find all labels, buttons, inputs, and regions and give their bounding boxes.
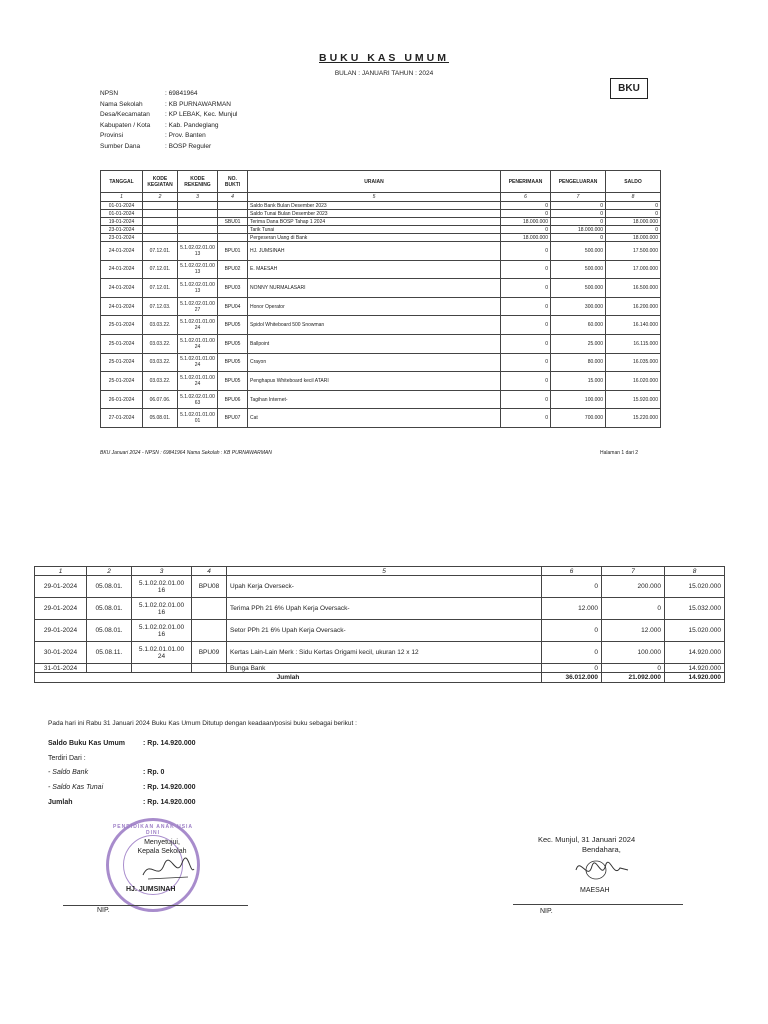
cell-bukti: BPU01 xyxy=(218,242,248,261)
cell-saldo: 15.220.000 xyxy=(606,409,661,428)
cell-penerimaan: 0 xyxy=(501,297,551,316)
cell-kegiatan: 07.12.01. xyxy=(143,279,178,298)
cell-saldo: 16.140.000 xyxy=(606,316,661,335)
cell-saldo: 0 xyxy=(606,210,661,218)
left-signature-block xyxy=(118,838,206,856)
cell-bukti xyxy=(218,210,248,218)
treasurer-signature-icon xyxy=(572,852,632,886)
cell-bukti: BPU05 xyxy=(218,372,248,391)
cell-pengeluaran: 18.000.000 xyxy=(551,226,606,234)
cell-tanggal: 29-01-2024 xyxy=(35,598,87,620)
ledger-table-page2 xyxy=(34,566,725,683)
info-label: Kabupaten / Kota xyxy=(100,121,151,129)
cell-bukti: SBU01 xyxy=(218,218,248,226)
table-row xyxy=(101,218,661,226)
cell-saldo: 18.000.000 xyxy=(606,218,661,226)
page-footer: BKU Januari 2024 - NPSN : 69841964 Nama Sekolah : KB PURNAWARMAN xyxy=(100,450,272,456)
cell-tanggal: 01-01-2024 xyxy=(101,202,143,210)
cell-rekening: 5.1.02.01.01.00 01 xyxy=(178,409,218,428)
cell-kegiatan: 05.08.01. xyxy=(143,409,178,428)
cell-bukti xyxy=(192,620,227,642)
document-subtitle: BULAN : JANUARI TAHUN : 2024 xyxy=(334,70,434,77)
cell-penerimaan: 18.000.000 xyxy=(501,218,551,226)
cell-rekening: 5.1.02.02.01.00 13 xyxy=(178,279,218,298)
info-row xyxy=(100,110,238,121)
info-row xyxy=(100,121,238,132)
info-value: : KP LEBAK, Kec. Munjul xyxy=(165,111,238,119)
table-row xyxy=(101,297,661,316)
col-number: 1 xyxy=(101,193,143,202)
col-number: 3 xyxy=(178,193,218,202)
cell-bukti xyxy=(218,202,248,210)
cell-uraian: Kertas Lain-Lain Merk : Sidu Kertas Origami kecil, ukuran 12 x 12 xyxy=(227,642,542,664)
cell-penerimaan: 0 xyxy=(501,242,551,261)
cell-bukti xyxy=(192,598,227,620)
table-row xyxy=(101,353,661,372)
summary-row xyxy=(48,752,196,767)
table-row xyxy=(35,598,725,620)
cell-kegiatan: 03.03.22. xyxy=(143,334,178,353)
cell-pengeluaran: 15.000 xyxy=(551,372,606,391)
cell-tanggal: 25-01-2024 xyxy=(101,316,143,335)
cell-rekening: 5.1.02.02.01.00 16 xyxy=(132,598,192,620)
summary-label: Terdiri Dari : xyxy=(48,754,86,762)
cell-pengeluaran: 60.000 xyxy=(551,316,606,335)
table-row xyxy=(35,642,725,664)
info-row xyxy=(100,131,238,142)
cell-saldo: 16.115.000 xyxy=(606,334,661,353)
cell-uraian: Tagihan Internet- xyxy=(248,390,501,409)
cell-penerimaan: 0 xyxy=(501,353,551,372)
principal-signature-icon xyxy=(138,855,198,885)
col-number: 6 xyxy=(542,567,602,576)
cell-bukti: BPU05 xyxy=(218,316,248,335)
info-value: : 69841964 xyxy=(165,90,198,97)
info-row xyxy=(100,89,238,100)
cell-tanggal: 26-01-2024 xyxy=(101,390,143,409)
cell-rekening: 5.1.02.01.01.00 24 xyxy=(178,334,218,353)
cell-pengeluaran: 0 xyxy=(551,218,606,226)
cell-rekening: 5.1.02.02.01.00 13 xyxy=(178,260,218,279)
right-nip-line xyxy=(513,904,683,905)
col-number: 3 xyxy=(132,567,192,576)
table-row xyxy=(101,334,661,353)
cell-penerimaan: 0 xyxy=(501,279,551,298)
cell-tanggal: 24-01-2024 xyxy=(101,260,143,279)
cell-saldo: 14.920.000 xyxy=(665,642,725,664)
cell-kegiatan: 03.03.22. xyxy=(143,353,178,372)
cell-tanggal: 25-01-2024 xyxy=(101,353,143,372)
cell-bukti: BPU05 xyxy=(218,334,248,353)
summary-row xyxy=(48,781,196,796)
cell-kegiatan xyxy=(143,202,178,210)
total-row xyxy=(35,673,725,683)
cell-rekening: 5.1.02.02.01.00 16 xyxy=(132,620,192,642)
col-number: 1 xyxy=(35,567,87,576)
table-row xyxy=(35,620,725,642)
col-number: 2 xyxy=(87,567,132,576)
cell-saldo: 17.500.000 xyxy=(606,242,661,261)
cell-tanggal: 25-01-2024 xyxy=(101,334,143,353)
info-label: NPSN xyxy=(100,90,119,97)
cell-pengeluaran: 500.000 xyxy=(551,279,606,298)
cell-penerimaan: 0 xyxy=(542,620,602,642)
cell-bukti xyxy=(192,664,227,673)
info-label: Sumber Dana xyxy=(100,142,141,150)
cell-penerimaan: 0 xyxy=(501,210,551,218)
col-header: NO. BUKTI xyxy=(218,171,248,193)
info-value: : Kab. Pandeglang xyxy=(165,121,219,129)
table-row xyxy=(101,279,661,298)
cell-saldo: 16.035.000 xyxy=(606,353,661,372)
cell-tanggal: 23-01-2024 xyxy=(101,234,143,242)
left-nip: NIP. xyxy=(97,907,110,914)
total-saldo: 14.920.000 xyxy=(665,673,725,683)
cell-uraian: NONNY NURMALASARI xyxy=(248,279,501,298)
cell-pengeluaran: 500.000 xyxy=(551,242,606,261)
cell-penerimaan: 0 xyxy=(501,226,551,234)
cell-uraian: Bunga Bank xyxy=(227,664,542,673)
right-nip: NIP. xyxy=(540,908,553,915)
cell-rekening: 5.1.02.02.01.00 13 xyxy=(178,242,218,261)
cell-pengeluaran: 300.000 xyxy=(551,297,606,316)
cell-tanggal: 29-01-2024 xyxy=(35,576,87,598)
cell-saldo: 17.000.000 xyxy=(606,260,661,279)
page-number: Halaman 1 dari 2 xyxy=(600,450,639,456)
cell-saldo: 15.020.000 xyxy=(665,620,725,642)
cell-tanggal: 30-01-2024 xyxy=(35,642,87,664)
cell-tanggal: 01-01-2024 xyxy=(101,210,143,218)
info-value: : Prov. Banten xyxy=(165,132,206,140)
cell-rekening xyxy=(178,234,218,242)
cell-tanggal: 24-01-2024 xyxy=(101,242,143,261)
closing-summary xyxy=(48,737,196,811)
principal-name: HJ. JUMSINAH xyxy=(126,886,176,893)
cell-pengeluaran: 200.000 xyxy=(602,576,665,598)
cell-uraian: Pergeseran Uang di Bank xyxy=(248,234,501,242)
col-number: 6 xyxy=(501,193,551,202)
cell-rekening xyxy=(178,202,218,210)
cell-saldo: 15.920.000 xyxy=(606,390,661,409)
cell-penerimaan: 0 xyxy=(501,316,551,335)
cell-uraian: HJ. JUMSINAH xyxy=(248,242,501,261)
cell-pengeluaran: 0 xyxy=(602,598,665,620)
cell-kegiatan xyxy=(87,664,132,673)
info-label: Desa/Kecamatan xyxy=(100,111,150,119)
cell-penerimaan: 0 xyxy=(501,202,551,210)
col-header: PENGELUARAN xyxy=(551,171,606,193)
cell-pengeluaran: 0 xyxy=(602,664,665,673)
col-header: KODE REKENING xyxy=(178,171,218,193)
cell-pengeluaran: 100.000 xyxy=(602,642,665,664)
total-pengeluaran: 21.092.000 xyxy=(602,673,665,683)
column-number-row xyxy=(101,193,661,202)
info-value: : KB PURNAWARMAN xyxy=(165,100,231,108)
col-header: TANGGAL xyxy=(101,171,143,193)
table-row xyxy=(35,576,725,598)
cell-uraian: Tarik Tunai xyxy=(248,226,501,234)
cell-bukti: BPU09 xyxy=(192,642,227,664)
summary-label: - Saldo Kas Tunai xyxy=(48,784,104,792)
school-info xyxy=(100,89,238,153)
cell-bukti: BPU02 xyxy=(218,260,248,279)
col-header: URAIAN xyxy=(248,171,501,193)
cell-uraian: Penghapus Whiteboard kecil ATARI xyxy=(248,372,501,391)
col-header: SALDO xyxy=(606,171,661,193)
cell-uraian: Setor PPh 21 6% Upah Kerja Oversack- xyxy=(227,620,542,642)
ledger-table-page1 xyxy=(100,170,661,428)
cell-pengeluaran: 80.000 xyxy=(551,353,606,372)
cell-bukti: BPU07 xyxy=(218,409,248,428)
cell-saldo: 15.032.000 xyxy=(665,598,725,620)
info-label: Provinsi xyxy=(100,132,124,140)
cell-saldo: 15.020.000 xyxy=(665,576,725,598)
treasurer-name: MAESAH xyxy=(580,887,610,894)
summary-label: Saldo Buku Kas Umum xyxy=(48,740,126,747)
table-row xyxy=(101,390,661,409)
table-row xyxy=(101,372,661,391)
col-number: 4 xyxy=(192,567,227,576)
cell-kegiatan xyxy=(143,210,178,218)
cell-rekening: 5.1.02.02.01.00 16 xyxy=(132,576,192,598)
ledger-table-page1-body xyxy=(101,202,661,428)
approval-label: Menyetujui, xyxy=(144,839,180,846)
table-row xyxy=(101,234,661,242)
total-label: Jumlah xyxy=(35,673,542,683)
col-header: PENERIMAAN xyxy=(501,171,551,193)
cell-kegiatan: 07.12.01. xyxy=(143,260,178,279)
col-header: KODE KEGIATAN xyxy=(143,171,178,193)
sign-place-date: Kec. Munjul, 31 Januari 2024 xyxy=(538,835,636,844)
cell-tanggal: 29-01-2024 xyxy=(35,620,87,642)
cell-kegiatan: 05.08.01. xyxy=(87,620,132,642)
cell-kegiatan: 03.03.22. xyxy=(143,372,178,391)
col-number: 5 xyxy=(227,567,542,576)
principal-role: Kepala Sekolah xyxy=(137,848,187,855)
info-row xyxy=(100,100,238,111)
info-label: Nama Sekolah xyxy=(100,100,143,108)
cell-bukti: BPU05 xyxy=(218,353,248,372)
table-row xyxy=(101,260,661,279)
treasurer-role: Bendahara, xyxy=(582,845,621,854)
cell-tanggal: 25-01-2024 xyxy=(101,372,143,391)
cell-bukti: BPU03 xyxy=(218,279,248,298)
cell-rekening: 5.1.02.01.01.00 24 xyxy=(178,316,218,335)
cell-kegiatan: 03.03.22. xyxy=(143,316,178,335)
left-nip-line xyxy=(63,905,248,906)
table-header-row xyxy=(101,171,661,193)
cell-saldo: 16.500.000 xyxy=(606,279,661,298)
bku-badge: BKU xyxy=(610,78,648,99)
cell-tanggal: 19-01-2024 xyxy=(101,218,143,226)
table-row xyxy=(101,409,661,428)
cell-rekening: 5.1.02.01.01.00 24 xyxy=(178,372,218,391)
cell-penerimaan: 0 xyxy=(542,664,602,673)
summary-row xyxy=(48,796,196,811)
cell-penerimaan: 18.000.000 xyxy=(501,234,551,242)
cell-uraian: Ballpoint xyxy=(248,334,501,353)
cell-kegiatan: 07.12.01. xyxy=(143,242,178,261)
cell-kegiatan: 07.12.03. xyxy=(143,297,178,316)
closing-statement: Pada hari ini Rabu 31 Januari 2024 Buku Kas Umum Ditutup dengan keadaan/posisi buku sebagai berikut : xyxy=(48,720,357,727)
cell-pengeluaran: 25.000 xyxy=(551,334,606,353)
ledger-table-page2-body xyxy=(35,576,725,673)
cell-bukti xyxy=(218,226,248,234)
col-number: 5 xyxy=(248,193,501,202)
cell-rekening xyxy=(178,210,218,218)
cell-bukti: BPU04 xyxy=(218,297,248,316)
document-title: BUKU KAS UMUM xyxy=(319,52,449,64)
cell-saldo: 16.020.000 xyxy=(606,372,661,391)
cell-tanggal: 31-01-2024 xyxy=(35,664,87,673)
table-row xyxy=(101,242,661,261)
table-row xyxy=(101,316,661,335)
cell-pengeluaran: 700.000 xyxy=(551,409,606,428)
cell-uraian: Honor Operator xyxy=(248,297,501,316)
cell-uraian: Cat xyxy=(248,409,501,428)
cell-uraian: Spidol Whiteboard 500 Snowman xyxy=(248,316,501,335)
cell-saldo: 0 xyxy=(606,226,661,234)
cell-rekening xyxy=(178,218,218,226)
cell-uraian: Saldo Tunai Bulan Desember 2023 xyxy=(248,210,501,218)
cell-bukti: BPU06 xyxy=(218,390,248,409)
cell-kegiatan xyxy=(143,218,178,226)
cell-kegiatan xyxy=(143,226,178,234)
table-row xyxy=(35,664,725,673)
cell-tanggal: 24-01-2024 xyxy=(101,297,143,316)
cell-uraian: Saldo Bank Bulan Desember 2023 xyxy=(248,202,501,210)
cell-kegiatan: 06.07.06. xyxy=(143,390,178,409)
cell-uraian: Upah Kerja Overseck- xyxy=(227,576,542,598)
col-number: 8 xyxy=(665,567,725,576)
cell-penerimaan: 0 xyxy=(501,409,551,428)
cell-rekening: 5.1.02.02.01.00 63 xyxy=(178,390,218,409)
cell-penerimaan: 0 xyxy=(542,642,602,664)
cell-kegiatan: 05.08.01. xyxy=(87,598,132,620)
cell-penerimaan: 0 xyxy=(501,390,551,409)
cell-kegiatan xyxy=(143,234,178,242)
cell-pengeluaran: 500.000 xyxy=(551,260,606,279)
cell-penerimaan: 0 xyxy=(501,334,551,353)
cell-saldo: 0 xyxy=(606,202,661,210)
summary-value: : Rp. 14.920.000 xyxy=(143,798,196,806)
cell-penerimaan: 12.000 xyxy=(542,598,602,620)
cell-bukti: BPU08 xyxy=(192,576,227,598)
stamp-text: PENDIDIKAN ANAK USIA DINI xyxy=(112,824,194,836)
summary-row xyxy=(48,766,196,781)
cell-tanggal: 23-01-2024 xyxy=(101,226,143,234)
cell-pengeluaran: 12.000 xyxy=(602,620,665,642)
summary-value: : Rp. 14.920.000 xyxy=(143,740,196,747)
col-number: 7 xyxy=(551,193,606,202)
cell-penerimaan: 0 xyxy=(501,260,551,279)
summary-label: - Saldo Bank xyxy=(48,769,89,777)
cell-kegiatan: 05.08.01. xyxy=(87,576,132,598)
cell-rekening xyxy=(178,226,218,234)
col-number: 2 xyxy=(143,193,178,202)
cell-saldo: 16.200.000 xyxy=(606,297,661,316)
cell-pengeluaran: 0 xyxy=(551,210,606,218)
cell-penerimaan: 0 xyxy=(542,576,602,598)
cell-pengeluaran: 0 xyxy=(551,202,606,210)
summary-value: : Rp. 14.920.000 xyxy=(143,784,196,792)
cell-kegiatan: 05.08.11. xyxy=(87,642,132,664)
cell-rekening: 5.1.02.02.01.00 27 xyxy=(178,297,218,316)
col-number: 7 xyxy=(602,567,665,576)
table-row xyxy=(101,226,661,234)
table-row xyxy=(101,202,661,210)
info-row xyxy=(100,142,238,153)
summary-value: : Rp. 0 xyxy=(143,769,165,777)
cell-uraian: Terima Dana BOSP Tahap 1 2024 xyxy=(248,218,501,226)
table-row xyxy=(101,210,661,218)
cell-bukti xyxy=(218,234,248,242)
cell-uraian: E. MAESAH xyxy=(248,260,501,279)
cell-rekening: 5.1.02.01.01.00 24 xyxy=(178,353,218,372)
cell-uraian: Crayon xyxy=(248,353,501,372)
cell-saldo: 14.920.000 xyxy=(665,664,725,673)
total-penerimaan: 36.012.000 xyxy=(542,673,602,683)
cell-tanggal: 24-01-2024 xyxy=(101,279,143,298)
cell-pengeluaran: 0 xyxy=(551,234,606,242)
info-value: : BOSP Reguler xyxy=(165,142,212,150)
cell-pengeluaran: 100.000 xyxy=(551,390,606,409)
cell-rekening xyxy=(132,664,192,673)
summary-label: Jumlah xyxy=(48,798,73,806)
column-number-row xyxy=(35,567,725,576)
cell-penerimaan: 0 xyxy=(501,372,551,391)
cell-tanggal: 27-01-2024 xyxy=(101,409,143,428)
cell-saldo: 18.000.000 xyxy=(606,234,661,242)
cell-rekening: 5.1.02.01.01.00 24 xyxy=(132,642,192,664)
summary-row xyxy=(48,737,196,752)
cell-uraian: Terima PPh 21 6% Upah Kerja Oversack- xyxy=(227,598,542,620)
col-number: 4 xyxy=(218,193,248,202)
col-number: 8 xyxy=(606,193,661,202)
